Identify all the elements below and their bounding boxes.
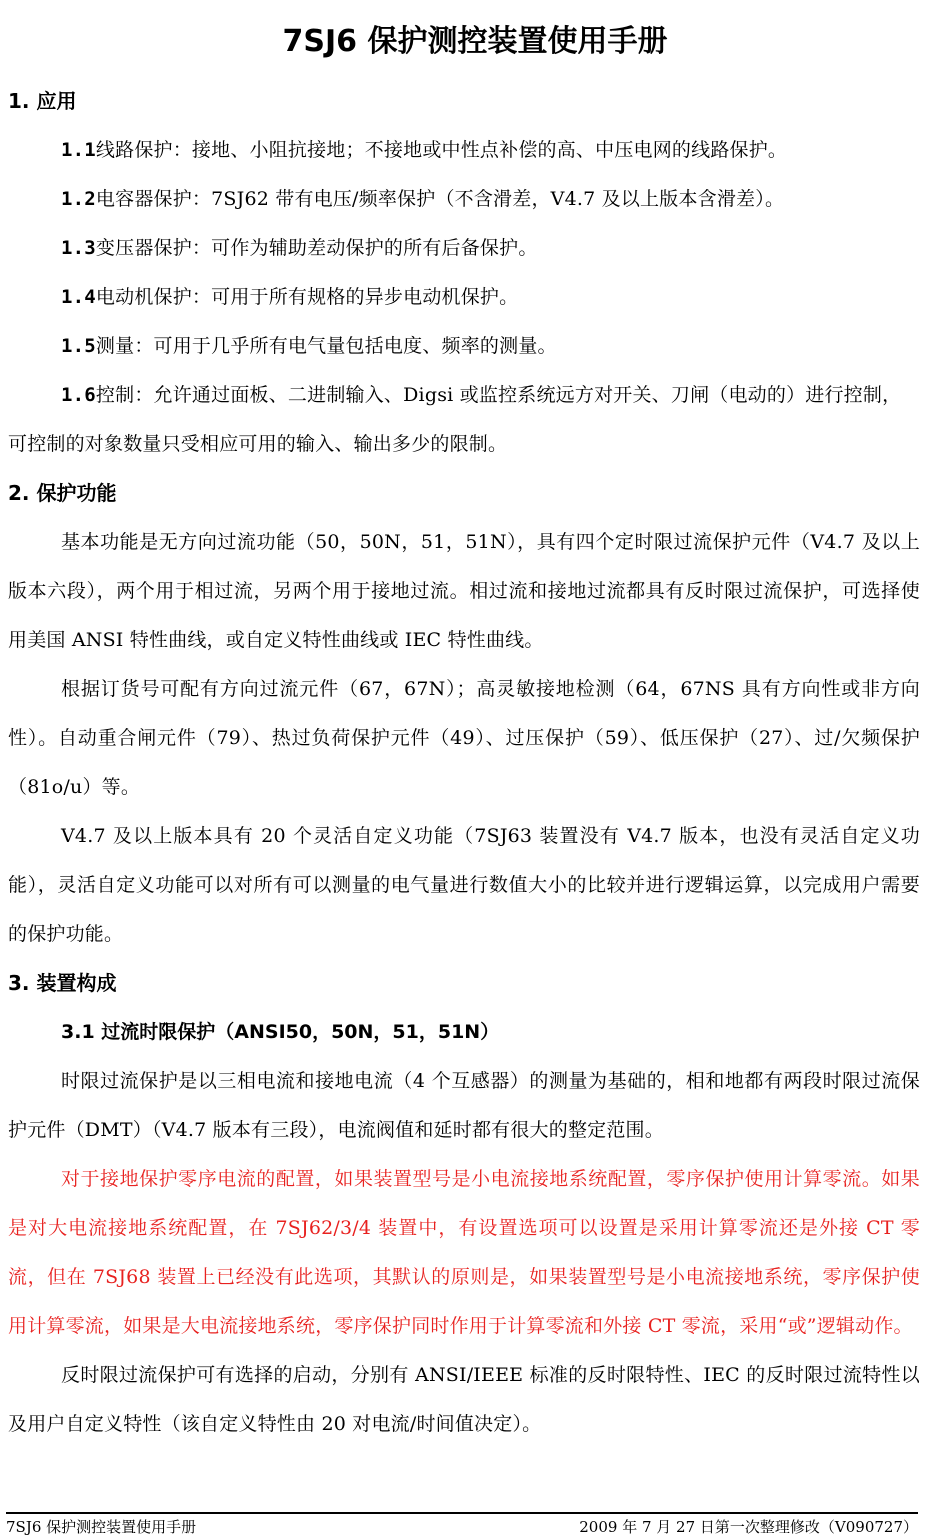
item-number: 1.6 (61, 384, 96, 406)
section-heading-device-structure: 3. 装置构成 (8, 971, 117, 995)
subsection-heading: 3.1 过流时限保护（ANSI50，50N，51，51N） (61, 1021, 500, 1043)
body-paragraph: 反时限过流保护可有选择的启动，分别有 ANSI/IEEE 标准的反时限特性、IEC 的反时限过流特性以及用户自定义特性（该自定义特性由 20 对电流/时间值决定）。 (8, 1364, 920, 1435)
item-number: 1.4 (61, 286, 96, 308)
list-item (8, 175, 920, 224)
document-body (8, 77, 920, 1449)
list-item (8, 322, 920, 371)
item-number: 1.5 (61, 335, 96, 357)
item-number: 1.3 (61, 237, 96, 259)
highlighted-note-paragraph: 对于接地保护零序电流的配置，如果装置型号是小电流接地系统配置，零序保护使用计算零流。如果是对大电流接地系统配置，在 7SJ62/3/4 装置中，有设置选项可以设置是采用计算零流还是外接 CT 零流，但在 7SJ68 装置上已经没有此选项，其默认的原则是，如果装置型号是小电流接地系统，零序保护使用计算零流，如果是大电流接地系统，零序保护同时作用于计算零流和外接 CT 零流，采用“或”逻辑动作。 (8, 1168, 920, 1337)
body-paragraph: V4.7 及以上版本具有 20 个灵活自定义功能（7SJ63 装置没有 V4.7 版本，也没有灵活自定义功能），灵活自定义功能可以对所有可以测量的电气量进行数值大小的比较并进行逻辑运算，以完成用户需要的保护功能。 (8, 825, 920, 945)
footer-revision-date: 2009 年 7 月 27 日第一次整理修改（V090727） (579, 1518, 918, 1536)
item-number: 1.2 (61, 188, 96, 210)
body-paragraph: 基本功能是无方向过流功能（50，50N，51，51N），具有四个定时限过流保护元件（V4.7 及以上版本六段），两个用于相过流，另两个用于接地过流。相过流和接地过流都具有反时限过流保护，可选择使用美国 ANSI 特性曲线，或自定义特性曲线或 IEC 特性曲线。 (8, 531, 920, 651)
list-item (8, 371, 920, 469)
item-text: 变压器保护：可作为辅助差动保护的所有后备保护。 (95, 237, 538, 259)
list-item (8, 126, 920, 175)
list-item (8, 273, 920, 322)
section-heading-protection-functions: 2. 保护功能 (8, 481, 117, 505)
item-text: 电动机保护：可用于所有规格的异步电动机保护。 (95, 286, 519, 308)
section-heading-application: 1. 应用 (8, 89, 77, 113)
item-number: 1.1 (61, 139, 96, 161)
item-text: 控制：允许通过面板、二进制输入、Digsi 或监控系统远方对开关、刀闸（电动的）进行控制，可控制的对象数量只受相应可用的输入、输出多少的限制。 (8, 384, 902, 455)
item-text: 电容器保护：7SJ62 带有电压/频率保护（不含滑差，V4.7 及以上版本含滑差）。 (95, 188, 785, 210)
item-text: 测量：可用于几乎所有电气量包括电度、频率的测量。 (95, 335, 557, 357)
page-footer (6, 1512, 918, 1536)
page-title: 7SJ6 保护测控装置使用手册 (282, 24, 668, 59)
body-paragraph: 根据订货号可配有方向过流元件（67，67N）；高灵敏接地检测（64，67NS 具有方向性或非方向性）。自动重合闸元件（79）、热过负荷保护元件（49）、过压保护（59）、低压保护（27）、过/欠频保护（81o/u）等。 (8, 678, 920, 798)
footer-doc-title: 7SJ6 保护测控装置使用手册 (6, 1518, 197, 1536)
body-paragraph: 时限过流保护是以三相电流和接地电流（4 个互感器）的测量为基础的，相和地都有两段时限过流保护元件（DMT）（V4.7 版本有三段），电流阀值和延时都有很大的整定范围。 (8, 1070, 920, 1141)
list-item (8, 224, 920, 273)
item-text: 线路保护：接地、小阻抗接地；不接地或中性点补偿的高、中压电网的线路保护。 (95, 139, 788, 161)
